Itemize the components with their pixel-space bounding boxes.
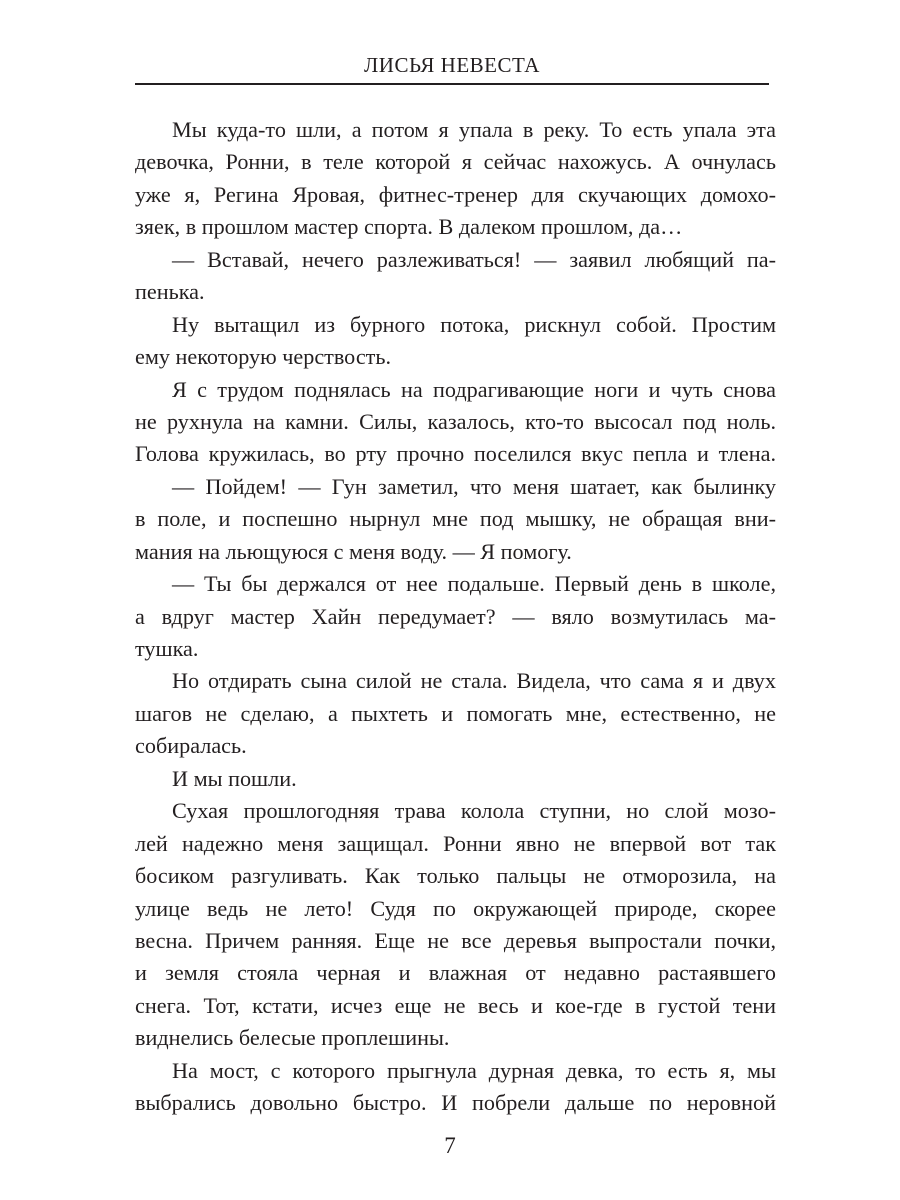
- text-line: мания на льющуюся с меня воду. — Я помогу.: [135, 538, 572, 564]
- text-line: и земля стояла черная и влажная от недавно растаявшего: [135, 960, 776, 986]
- text-line: лей надежно меня защищал. Ронни явно не впервой вот так: [135, 830, 776, 856]
- text-line: Мы куда-то шли, а потом я упала в реку. То есть упала эта: [172, 117, 776, 142]
- text-line: Голова кружилась, во рту прочно поселился вкус пепла и тлена.: [135, 441, 776, 467]
- page-number: 7: [444, 1133, 456, 1158]
- text-line: тушка.: [135, 636, 199, 661]
- text-line: не рухнула на камни. Силы, казалось, кто-то высосал под ноль.: [135, 408, 776, 434]
- text-line: виднелись белесые проплешины.: [135, 1025, 450, 1051]
- text-line: Но отдирать сына силой не стала. Видела, что сама я и двух: [172, 668, 776, 694]
- text-line: Сухая прошлогодняя трава колола ступни, но слой мозо-: [172, 798, 776, 824]
- text-line: девочка, Ронни, в теле которой я сейчас нахожусь. А очнулась: [135, 149, 776, 175]
- text-line: Ну вытащил из бурного потока, рискнул собой. Простим: [172, 311, 776, 337]
- text-line: пенька.: [135, 279, 205, 305]
- body-text: [135, 114, 776, 1120]
- text-line: весна. Причем ранняя. Еще не все деревья выпростали почки,: [135, 927, 776, 953]
- text-line: ему некоторую черствость.: [135, 344, 392, 370]
- text-line: — Пойдем! — Гун заметил, что меня шатает, как былинку: [172, 473, 776, 499]
- header-rule: [135, 83, 769, 85]
- text-line: улице ведь не лето! Судя по окружающей природе, скорее: [135, 895, 776, 921]
- text-line: снега. Тот, кстати, исчез еще не весь и кое-где в густой тени: [135, 992, 776, 1018]
- running-head: ЛИСЬЯ НЕВЕСТА: [364, 53, 540, 77]
- text-line: босиком разгуливать. Как только пальцы не отморозила, на: [135, 863, 776, 889]
- text-line: собиралась.: [135, 733, 247, 759]
- text-line: выбрались довольно быстро. И побрели дальше по неровной: [135, 1090, 776, 1116]
- text-line: И мы пошли.: [172, 765, 297, 791]
- text-line: в поле, и поспешно нырнул мне под мышку, не обращая вни-: [135, 506, 776, 532]
- text-line: уже я, Регина Яровая, фитнес-тренер для скучающих домохо-: [135, 181, 776, 207]
- text-line: Я с трудом поднялась на подрагивающие ноги и чуть снова: [172, 376, 776, 402]
- text-line: — Вставай, нечего разлеживаться! — заявил любящий па-: [172, 246, 776, 272]
- text-line: а вдруг мастер Хайн передумает? — вяло возмутилась ма-: [135, 603, 776, 629]
- text-line: шагов не сделаю, а пыхтеть и помогать мне, естественно, не: [135, 700, 776, 726]
- text-line: — Ты бы держался от нее подальше. Первый день в школе,: [172, 571, 776, 597]
- text-line: зяек, в прошлом мастер спорта. В далеком прошлом, да…: [135, 214, 683, 240]
- text-line: На мост, с которого прыгнула дурная девка, то есть я, мы: [172, 1057, 776, 1083]
